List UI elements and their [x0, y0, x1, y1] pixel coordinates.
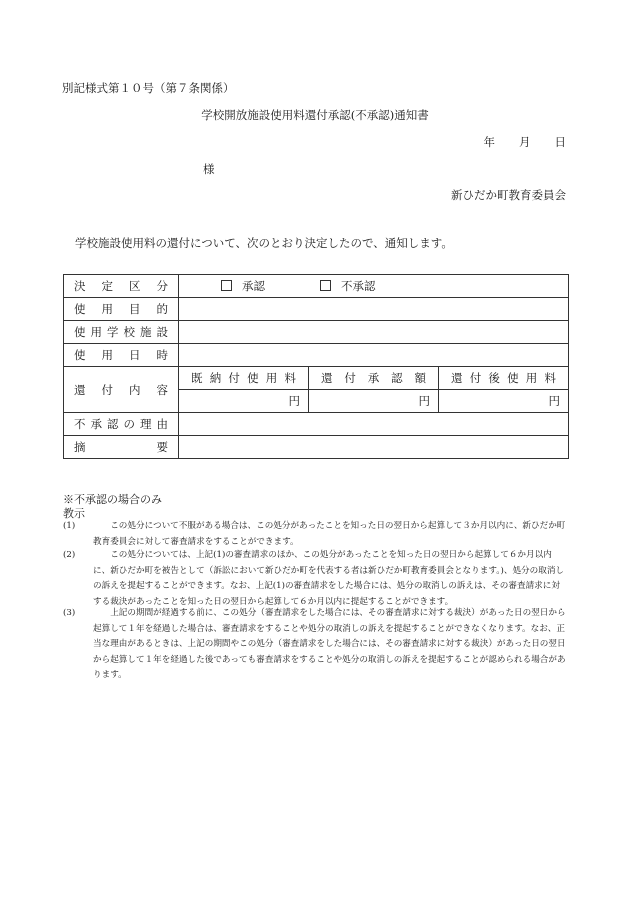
purpose-field[interactable] [179, 298, 569, 321]
refund-header-row [64, 367, 569, 390]
approved-amount-label: 還付承認額 [309, 367, 439, 390]
notice-item-number: (2) [63, 550, 76, 560]
disapprove-label: 不承認 [341, 279, 376, 293]
after-refund-field[interactable] [439, 390, 569, 413]
notice-item-text: 上記の期間が経過する前に、この処分（審査請求をした場合には、その審査請求に対する裁決）があった日の翌日から起算して１年を経過した場合は、審査請求をすることや処分の取消しの訴えを提起することができなくなります。なお、正当な理由があるときは、上記の期間やこの処分（審査請求をした場合には、その審査請求に対する裁決）があった日の翌日から起算して１年を経過した後であっても審査請求をすることや処分の取消しの訴えを提起することが認められる場合があります。 [93, 608, 566, 680]
notice-item-number: (1) [63, 521, 76, 531]
recipient-suffix: 様 [203, 162, 215, 176]
purpose-row [64, 298, 569, 321]
notice-item-text: この処分について不服がある場合は、この処分があったことを知った日の翌日から起算して３か月以内に、新ひだか町教育委員会に対して審査請求をすることができます。 [93, 521, 566, 547]
refund-label: 還付内容 [64, 367, 179, 413]
facility-row [64, 321, 569, 344]
decision-options [179, 275, 569, 298]
paid-fee-label: 既納付使用料 [179, 367, 309, 390]
paid-fee-field[interactable] [179, 390, 309, 413]
approved-amount-field[interactable] [309, 390, 439, 413]
disapproval-note: ※不承認の場合のみ [63, 493, 162, 506]
disapprove-checkbox[interactable] [320, 280, 331, 291]
notice-item-number: (3) [63, 608, 76, 618]
intro-text: 学校施設使用料の還付について、次のとおり決定したので、通知します。 [75, 236, 453, 250]
date-day: 日 [554, 135, 566, 149]
approved-amount-yen: 円 [418, 394, 430, 408]
reason-row [64, 413, 569, 436]
notice-item-2 [63, 548, 568, 610]
notice-item-1 [63, 519, 568, 550]
reason-field[interactable] [179, 413, 569, 436]
refund-form-table [63, 274, 569, 459]
date-month: 月 [519, 135, 531, 149]
date-year: 年 [483, 135, 495, 149]
paid-fee-yen: 円 [288, 394, 300, 408]
issuer: 新ひだか町教育委員会 [451, 188, 566, 202]
decision-label: 決定区分 [64, 275, 179, 298]
purpose-label: 使用目的 [64, 298, 179, 321]
notice-item-3 [63, 606, 568, 684]
document-title: 学校開放施設使用料還付承認(不承認)通知書 [201, 108, 429, 122]
approve-checkbox[interactable] [221, 280, 232, 291]
reason-label: 不承認の理由 [64, 413, 179, 436]
datetime-row [64, 344, 569, 367]
form-number: 別記様式第１０号（第７条関係） [62, 81, 235, 95]
decision-row [64, 275, 569, 298]
remarks-label: 摘要 [64, 436, 179, 459]
notice-heading: 教示 [63, 507, 85, 520]
approve-label: 承認 [242, 279, 265, 293]
after-refund-label: 還付後使用料 [439, 367, 569, 390]
disapprove-option[interactable] [320, 279, 376, 293]
notice-item-text: この処分については、上記(1)の審査請求のほか、この処分があったことを知った日の翌日から起算して６か月以内に、新ひだか町を被告として（訴訟において新ひだか町を代表する者は新ひだか町教育委員会となります。)、処分の取消しの訴えを提起することができます。なお、上記(1)の審査請求をした場合には、処分の取消しの訴えは、その審査請求に対する裁決があったことを知った日の翌日から起算して６か月以内に提起することができます。 [93, 550, 565, 607]
approve-option[interactable] [221, 279, 265, 293]
after-refund-yen: 円 [548, 394, 561, 408]
date-line [460, 134, 567, 150]
datetime-field[interactable] [179, 344, 569, 367]
facility-field[interactable] [179, 321, 569, 344]
datetime-label: 使用日時 [64, 344, 179, 367]
facility-label: 使用学校施設 [64, 321, 179, 344]
remarks-field[interactable] [179, 436, 569, 459]
remarks-row [64, 436, 569, 459]
